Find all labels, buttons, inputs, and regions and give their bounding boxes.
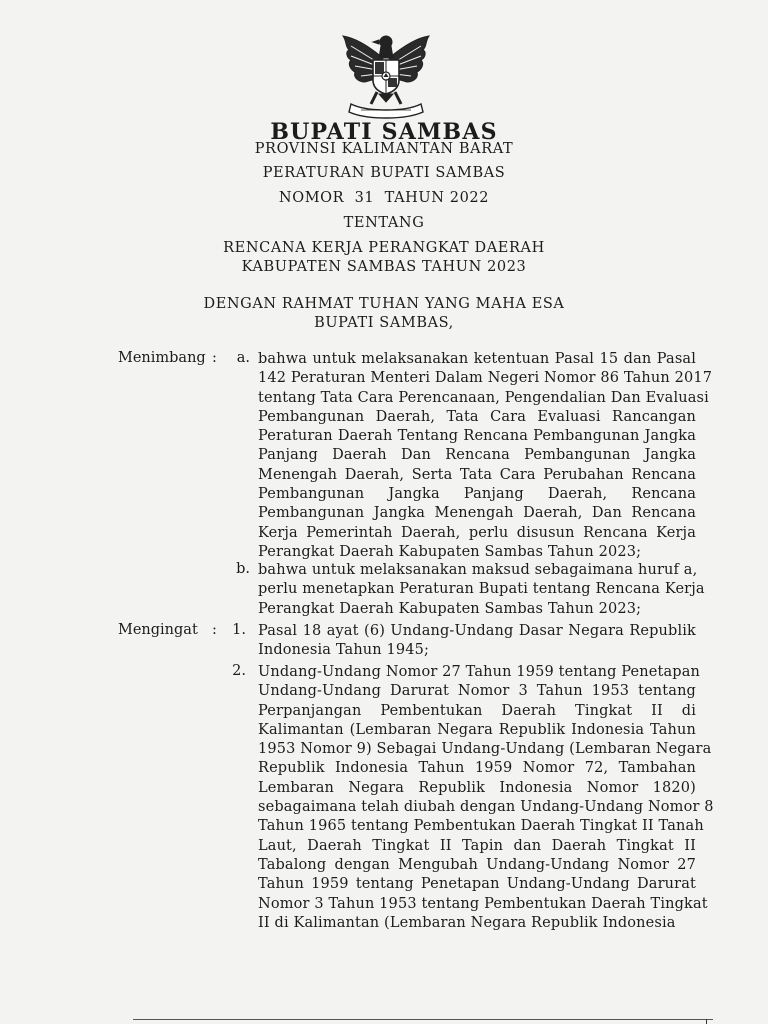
- paragraph-line: Panjang Daerah Dan Rencana Pembangunan Jangka: [258, 447, 696, 464]
- about-line: TENTANG: [343, 215, 425, 231]
- paragraph-line: Nomor 3 Tahun 1953 tentang Pembentukan Daerah Tingkat: [258, 895, 708, 912]
- subject-line-1: RENCANA KERJA PERANGKAT DAERAH: [223, 240, 545, 256]
- paragraph-line: tentang Tata Cara Perencanaan, Pengendalian Dan Evaluasi: [258, 389, 709, 406]
- paragraph-line: Pembangunan Jangka Panjang Daerah, Rencana: [258, 486, 696, 503]
- paragraph-line: Pasal 18 ayat (6) Undang-Undang Dasar Negara Republik: [258, 623, 696, 639]
- menimbang-label: Menimbang: [118, 350, 206, 366]
- mengingat-item-1: [258, 622, 696, 661]
- paragraph-line: Republik Indonesia Tahun 1959 Nomor 72, Tambahan: [258, 760, 696, 777]
- paragraph-line: sebagaimana telah diubah dengan Undang-Undang Nomor 8: [258, 799, 714, 816]
- blessing-line-1: DENGAN RAHMAT TUHAN YANG MAHA ESA: [203, 296, 565, 312]
- paragraph-line: Undang-Undang Nomor 27 Tahun 1959 tentang Penetapan: [258, 664, 700, 680]
- paragraph-line: Undang-Undang Darurat Nomor 3 Tahun 1953 tentang: [258, 683, 696, 700]
- paragraph-line: bahwa untuk melaksanakan maksud sebagaimana huruf a,: [258, 562, 698, 578]
- province-line: PROVINSI KALIMANTAN BARAT: [254, 141, 514, 157]
- paragraph-line: Tahun 1959 tentang Penetapan Undang-Undang Darurat: [258, 876, 696, 893]
- mengingat-colon: :: [212, 622, 217, 638]
- menimbang-marker-a: a.: [236, 350, 250, 366]
- paragraph-line: Pembangunan Daerah, Tata Cara Evaluasi Rancangan: [258, 408, 696, 425]
- document-title: BUPATI SAMBAS: [270, 119, 498, 145]
- mengingat-label: Mengingat: [118, 622, 198, 638]
- paragraph-line: Kalimantan (Lembaran Negara Republik Indonesia Tahun: [258, 721, 696, 738]
- paragraph-line: Pembangunan Jangka Menengah Daerah, Dan Rencana: [258, 505, 696, 522]
- paragraph-line: Kerja Pemerintah Daerah, perlu disusun Rencana Kerja: [258, 524, 696, 541]
- paragraph-line: 1953 Nomor 9) Sebagai Undang-Undang (Lembaran Negara: [258, 741, 712, 758]
- paragraph-line: Menengah Daerah, Serta Tata Cara Perubahan Rencana: [258, 466, 696, 483]
- menimbang-item-a: [258, 350, 713, 562]
- subject-line-2: KABUPATEN SAMBAS TAHUN 2023: [241, 259, 527, 275]
- paragraph-line: Tahun 1965 tentang Pembentukan Daerah Tingkat II Tanah: [258, 818, 704, 835]
- paragraph-line: Perangkat Daerah Kabupaten Sambas Tahun 2023;: [258, 600, 642, 617]
- paragraph-line: II di Kalimantan (Lembaran Negara Republik Indonesia: [258, 914, 676, 931]
- regulation-number: NOMOR 31 TAHUN 2022: [278, 190, 490, 206]
- menimbang-colon: :: [212, 350, 217, 366]
- paragraph-line: Indonesia Tahun 1945;: [258, 642, 430, 659]
- paragraph-line: 142 Peraturan Menteri Dalam Negeri Nomor 86 Tahun 2017: [258, 370, 713, 387]
- mengingat-marker-1: 1.: [232, 622, 246, 638]
- blessing-line-2: BUPATI SAMBAS,: [314, 315, 454, 331]
- paragraph-line: Peraturan Daerah Tentang Rencana Pembangunan Jangka: [258, 428, 696, 445]
- mengingat-marker-2: 2.: [232, 663, 246, 679]
- paragraph-line: Laut, Daerah Tingkat II Tapin dan Daerah Tingkat II: [258, 837, 696, 854]
- paragraph-line: Perangkat Daerah Kabupaten Sambas Tahun 2023;: [258, 543, 642, 560]
- garuda-emblem-icon: [337, 28, 435, 120]
- menimbang-item-b: [258, 561, 705, 619]
- paragraph-line: Tabalong dengan Mengubah Undang-Undang Nomor 27: [258, 856, 696, 873]
- mengingat-item-2: [258, 663, 714, 933]
- bottom-rule: [133, 1019, 713, 1020]
- paragraph-line: Lembaran Negara Republik Indonesia Nomor 1820): [258, 779, 696, 796]
- paragraph-line: Perpanjangan Pembentukan Daerah Tingkat II di: [258, 702, 696, 719]
- paragraph-line: bahwa untuk melaksanakan ketentuan Pasal 15 dan Pasal: [258, 351, 696, 367]
- regulation-type: PERATURAN BUPATI SAMBAS: [262, 165, 506, 181]
- bottom-tick: [706, 1019, 707, 1024]
- paragraph-line: perlu menetapkan Peraturan Bupati tentang Rencana Kerja: [258, 581, 705, 598]
- menimbang-marker-b: b.: [236, 561, 250, 577]
